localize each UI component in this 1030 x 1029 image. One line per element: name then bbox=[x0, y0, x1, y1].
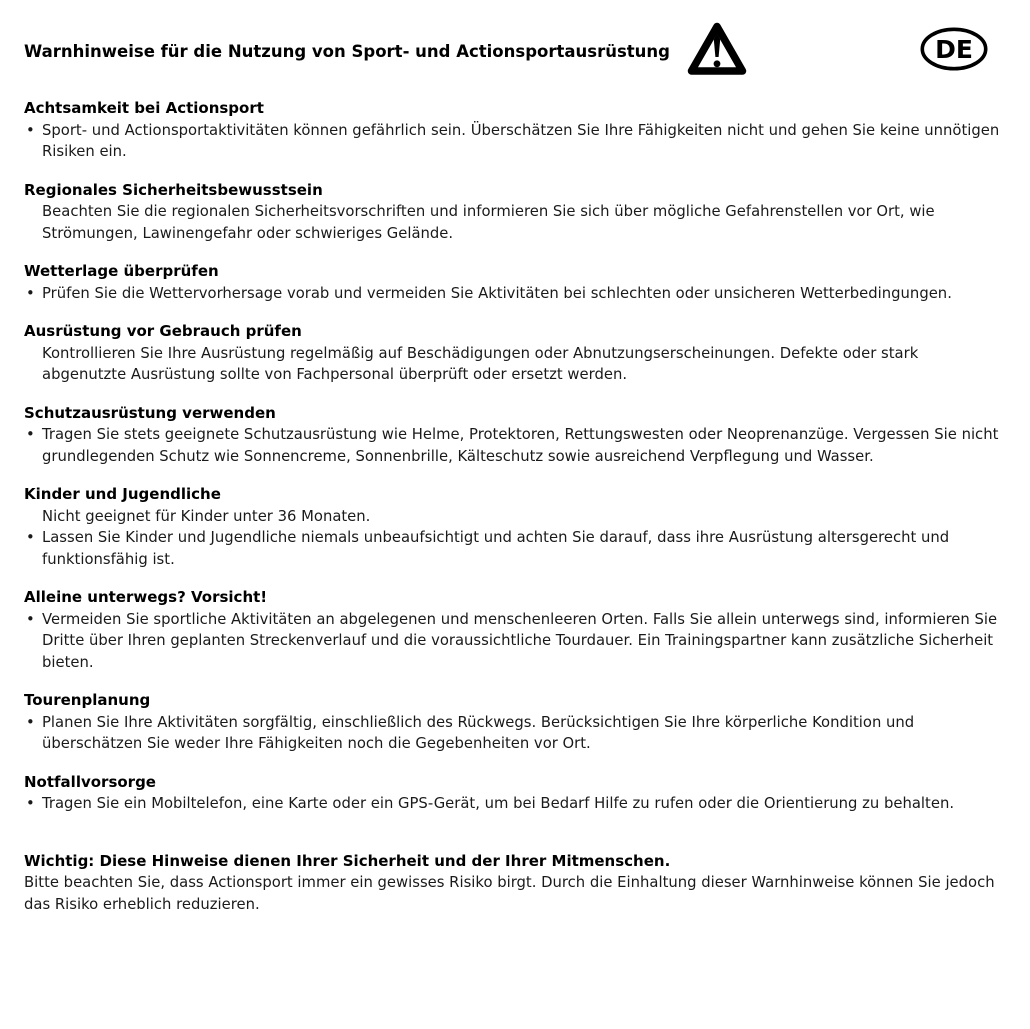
section-heading: Alleine unterwegs? Vorsicht! bbox=[24, 588, 268, 606]
warning-section bbox=[24, 587, 1002, 673]
item-text: Planen Sie Ihre Aktivitäten sorgfältig, einschließlich des Rückwegs. Berücksichtigen Sie Ihre körperliche Kondition und überschätzen Sie weder Ihre Fähigkeiten noch die Gegebenheiten vor Ort. bbox=[42, 713, 915, 752]
note-item bbox=[24, 506, 1002, 528]
warning-section bbox=[24, 180, 1002, 245]
footer-text: Bitte beachten Sie, dass Actionsport immer ein gewisses Risiko birgt. Durch die Einhaltung dieser Warnhinweise können Sie jedoch das Risiko erheblich reduzieren. bbox=[24, 874, 995, 913]
warning-section bbox=[24, 261, 1002, 304]
section-heading: Kinder und Jugendliche bbox=[24, 485, 221, 503]
de-badge-label: DE bbox=[935, 35, 973, 64]
section-heading: Regionales Sicherheitsbewusstsein bbox=[24, 180, 323, 199]
item-text: Vermeiden Sie sportliche Aktivitäten an abgelegenen und menschenleeren Orten. Falls Sie allein unterwegs sind, informieren Sie Dritte über Ihren geplanten Streckenverlauf und die voraussichtliche Tourdauer. Ein Trainingspartner kann zusätzliche Sicherheit bieten. bbox=[42, 610, 998, 671]
item-text: Nicht geeignet für Kinder unter 36 Monaten. bbox=[42, 507, 371, 525]
note-item bbox=[24, 343, 1002, 386]
bullet-item bbox=[24, 793, 1002, 815]
section-heading: Schutzausrüstung verwenden bbox=[24, 403, 276, 422]
note-item bbox=[24, 201, 1002, 244]
bullet-icon: • bbox=[26, 713, 35, 731]
bullet-icon: • bbox=[26, 284, 35, 302]
warning-section bbox=[24, 321, 1002, 386]
sections bbox=[24, 98, 1002, 815]
section-heading: Wetterlage überprüfen bbox=[24, 262, 219, 280]
bullet-icon: • bbox=[26, 426, 35, 443]
item-text: Sport- und Actionsportaktivitäten können gefährlich sein. Überschätzen Sie Ihre Fähigkeiten nicht und gehen Sie keine unnötigen Risiken ein. bbox=[42, 121, 1000, 160]
item-text: Prüfen Sie die Wettervorhersage vorab und vermeiden Sie Aktivitäten bei schlechten oder unsicheren Wetterbedingungen. bbox=[42, 284, 952, 302]
bullet-item bbox=[24, 609, 1002, 674]
bullet-item bbox=[24, 283, 1002, 305]
item-text: Beachten Sie die regionalen Sicherheitsvorschriften und informieren Sie sich über mögliche Gefahrenstellen vor Ort, wie Strömungen, Lawinengefahr oder schwieriges Gelände. bbox=[42, 203, 935, 242]
warning-section bbox=[24, 690, 1002, 755]
bullet-item bbox=[24, 712, 1002, 755]
bullet-icon: • bbox=[26, 795, 35, 812]
warning-triangle-icon bbox=[686, 20, 748, 82]
section-heading: Achtsamkeit bei Actionsport bbox=[24, 99, 264, 117]
bullet-item bbox=[24, 527, 1002, 570]
warning-section bbox=[24, 403, 1002, 468]
footer-note bbox=[24, 851, 1002, 916]
section-heading: Ausrüstung vor Gebrauch prüfen bbox=[24, 322, 302, 340]
item-text: Tragen Sie ein Mobiltelefon, eine Karte oder ein GPS-Gerät, um bei Bedarf Hilfe zu rufen oder die Orientierung zu behalten. bbox=[42, 795, 955, 812]
de-language-badge bbox=[920, 27, 988, 75]
document-header bbox=[24, 18, 1002, 84]
section-heading: Tourenplanung bbox=[24, 691, 151, 709]
page-title: Warnhinweise für die Nutzung von Sport- und Actionsportausrüstung bbox=[24, 41, 670, 61]
warning-section bbox=[24, 772, 1002, 815]
section-heading: Notfallvorsorge bbox=[24, 772, 156, 791]
bullet-icon: • bbox=[26, 529, 35, 546]
bullet-item bbox=[24, 120, 1002, 163]
warning-section bbox=[24, 484, 1002, 570]
bullet-icon: • bbox=[26, 121, 35, 139]
warning-section bbox=[24, 98, 1002, 163]
bullet-item bbox=[24, 424, 1002, 467]
footer-heading: Wichtig: Diese Hinweise dienen Ihrer Sicherheit und der Ihrer Mitmenschen. bbox=[24, 851, 671, 870]
item-text: Tragen Sie stets geeignete Schutzausrüstung wie Helme, Protektoren, Rettungswesten oder Neoprenanzüge. Vergessen Sie nicht grundlegenden Schutz wie Sonnencreme, Sonnenbrille, Kälteschutz sowie ausreichend Verpflegung und Wasser. bbox=[42, 426, 999, 465]
bullet-icon: • bbox=[26, 610, 35, 628]
item-text: Lassen Sie Kinder und Jugendliche niemals unbeaufsichtigt und achten Sie darauf, dass ihre Ausrüstung altersgerecht und funktionsfähig ist. bbox=[42, 529, 950, 568]
item-text: Kontrollieren Sie Ihre Ausrüstung regelmäßig auf Beschädigungen oder Abnutzungserscheinungen. Defekte oder stark abgenutzte Ausrüstung sollte von Fachpersonal überprüft oder ersetzt werden. bbox=[42, 344, 919, 383]
